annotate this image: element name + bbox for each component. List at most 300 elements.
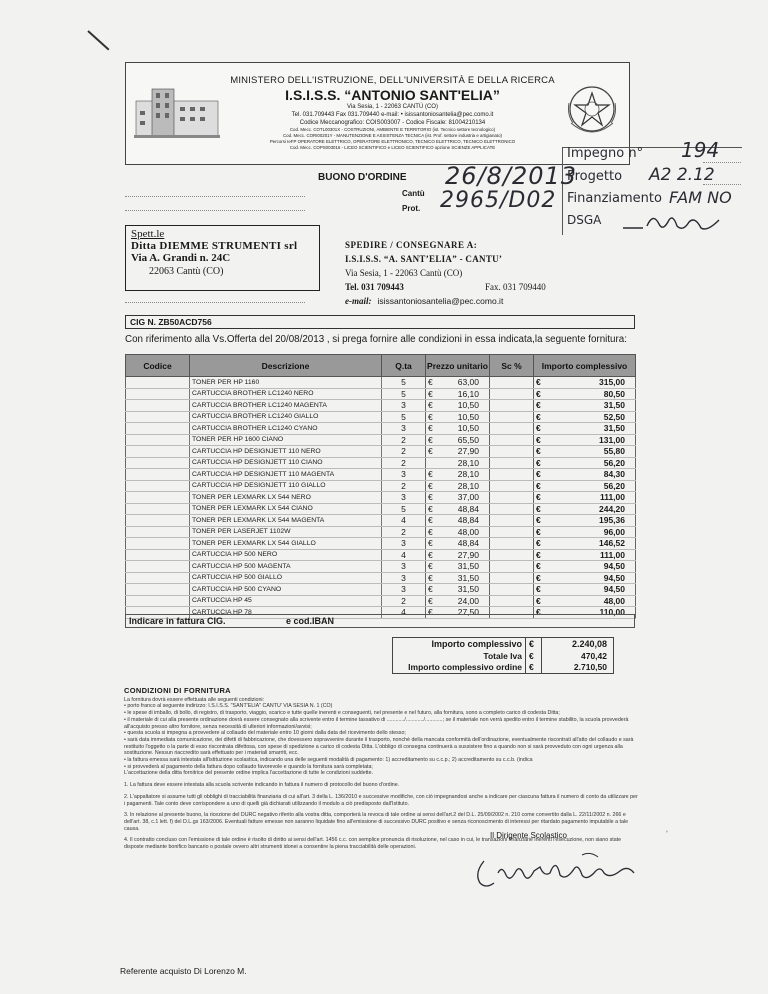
item-qty: 5 — [382, 377, 426, 389]
item-total-value: 315,00 — [599, 377, 625, 388]
total-amount: 2.240,08 — [542, 638, 614, 650]
item-code — [126, 400, 190, 412]
table-row — [126, 549, 636, 561]
item-code — [126, 526, 190, 538]
impegno-label: Impegno n° — [567, 146, 644, 161]
table-row — [126, 492, 636, 504]
item-total-value: 48,00 — [603, 595, 625, 606]
condition-line: • sarà data immediata comunicazione, dei difetti di fabbricazione, che dovessero sopravvenire durante il trasporto, nonché della mancata conformità dell'ordinazione, eventualmente riscontrati all'atto del collaudo e sarà restituito l'oggetto o la parte di esso riscontrata difettosa, con spese di spedizione a carico di codesta Ditta. L'obbligo di consegna continuerà a sussistere fino a quando non si sarà provveduto con ogni urgenza alla sostituzione. Nessun riaccredito sarà effettuato per i materiali smarriti, ecc. — [124, 736, 634, 757]
currency-symbol: € — [536, 400, 541, 411]
table-row — [126, 434, 636, 446]
item-total-value: 31,50 — [603, 423, 625, 434]
item-total-value: 110,00 — [599, 607, 625, 618]
item-total — [534, 423, 636, 435]
currency-symbol: € — [428, 434, 433, 445]
item-code — [126, 538, 190, 550]
item-description: CARTUCCIA BROTHER LC1240 MAGENTA — [190, 400, 382, 412]
item-price — [426, 480, 490, 492]
currency-symbol: € — [536, 480, 541, 491]
table-row — [126, 538, 636, 550]
item-price — [426, 584, 490, 596]
item-total — [534, 561, 636, 573]
condition-clause: 4. Il contratto concluso con l'emissione di tale ordine è risolto di diritto ai sensi dell'art. 1456 c.c. con semplice pronuncia di risoluzione, nel caso in cui, le transazioni finanziarie inerenti l'esecuzione, non siano state disposte mediante bonifico bancario o postale ovvero altri strumenti idonei a consentire la piena tracciabilità delle operazioni. — [124, 837, 622, 851]
currency-symbol: € — [428, 480, 433, 491]
item-total — [534, 538, 636, 550]
item-code — [126, 480, 190, 492]
col-discount: Sc % — [490, 355, 534, 377]
item-price — [426, 549, 490, 561]
shipping-name: I.S.I.S.S. “A. SANT’ELIA” - CANTU’ — [345, 254, 503, 264]
currency-symbol: € — [536, 515, 541, 526]
item-description: CARTUCCIA HP DESIGNJETT 110 MAGENTA — [190, 469, 382, 481]
item-qty: 3 — [382, 492, 426, 504]
item-total — [534, 457, 636, 469]
item-total — [534, 526, 636, 538]
finanziamento-value: FAM NO — [669, 188, 732, 207]
currency-symbol: € — [428, 388, 433, 399]
item-total-value: 55,80 — [603, 446, 625, 457]
item-discount — [490, 549, 534, 561]
item-price-value: 28,10 — [457, 480, 479, 491]
cig-code: CIG N. ZB50ACD756 — [125, 315, 635, 329]
item-discount — [490, 457, 534, 469]
item-price — [426, 503, 490, 515]
item-price — [426, 400, 490, 412]
table-row — [126, 446, 636, 458]
item-total-value: 111,00 — [599, 549, 625, 560]
supplier-name: Ditta DIEMME STRUMENTI srl — [131, 240, 298, 252]
item-discount — [490, 561, 534, 573]
col-price: Prezzo unitario — [426, 355, 490, 377]
currency-symbol: € — [536, 572, 541, 583]
item-total-value: 94,50 — [603, 584, 625, 595]
item-description: CARTUCCIA HP 500 CYANO — [190, 584, 382, 596]
currency-symbol: € — [536, 388, 541, 399]
shipping-street: Via Sesia, 1 - 22063 Cantù (CO) — [345, 268, 463, 278]
condition-line: La fornitura dovrà essere effettuata alle seguenti condizioni: — [124, 696, 265, 703]
item-qty: 3 — [382, 423, 426, 435]
currency-symbol: € — [526, 662, 542, 674]
order-total-label: Importo complessivo ordine — [408, 662, 522, 673]
currency-symbol: € — [536, 595, 541, 606]
table-row — [126, 423, 636, 435]
item-price-value: 27,50 — [457, 607, 479, 618]
item-qty: 2 — [382, 446, 426, 458]
item-total-value: 96,00 — [603, 526, 625, 537]
condition-line: • il materiale di cui alla presente ordinazione dovrà essere consegnato alla scrivente entro il termine tassativo di ............/............/............; se il materiale non verrà spedito entro il termine stabilito, la scuola provvederà all'acquisto presso altro fornitore, senza necessità di ulteriori informazioni/avvisi; — [124, 716, 629, 730]
item-total-value: 56,20 — [603, 480, 625, 491]
supplier-box — [125, 225, 320, 291]
item-price — [426, 377, 490, 389]
condition-clause: 2. L'appaltatore si assume tutti gli obblighi di tracciabilità finanziaria di cui all'art. 3 della L. 136/2010 e successive modifiche, con ciò impegnandosi anche a indicare per ciascuna fattura il numero di conto da utilizzare per i pagamenti. Tale conto deve corrispondere a uno di quelli già dichiarati utilizzando il modulo a ciò predisposto dall'Istituto. — [124, 793, 638, 807]
item-total-value: 94,50 — [603, 561, 625, 572]
currency-symbol: € — [428, 595, 433, 606]
invoice-note — [125, 614, 635, 628]
item-code — [126, 434, 190, 446]
col-total: Importo complessivo — [534, 355, 636, 377]
conditions-title: CONDIZIONI DI FORNITURA — [124, 686, 231, 695]
order-title: BUONO D'ORDINE — [318, 172, 407, 183]
table-row — [126, 572, 636, 584]
vat-amount: 470,42 — [542, 650, 614, 662]
item-price-value: 63,00 — [457, 377, 479, 388]
table-row — [126, 595, 636, 607]
currency-symbol: € — [536, 538, 541, 549]
dsga-signature — [623, 210, 723, 234]
item-price-value: 65,50 — [457, 434, 479, 445]
item-code — [126, 584, 190, 596]
condition-line: • le spese di imballo, di bollo, di registro, di trasporto, viaggio, scarico e tutte quelle inerenti e conseguenti, nel presente e nel futuro, alla fornitura, sono a completo carico di codesta Ditta; — [124, 710, 560, 717]
item-discount — [490, 503, 534, 515]
principal-label: Il Dirigente Scolastico — [490, 831, 567, 840]
currency-symbol: € — [526, 650, 542, 662]
supplier-street: Via A. Grandi n. 24C — [131, 252, 231, 264]
item-qty: 5 — [382, 503, 426, 515]
item-discount — [490, 492, 534, 504]
item-code — [126, 377, 190, 389]
currency-symbol: € — [428, 411, 433, 422]
item-total — [534, 503, 636, 515]
item-price — [426, 492, 490, 504]
item-total — [534, 549, 636, 561]
protocol-number: 2965/D02 — [440, 188, 557, 213]
item-price-value: 37,00 — [457, 492, 479, 503]
item-price-value: 10,50 — [457, 400, 479, 411]
condition-line: • questa scuola si impegna a provvedere al collaudo del materiale entro 10 giorni dalla data del ricevimento dello stesso; — [124, 730, 406, 737]
item-description: CARTUCCIA BROTHER LC1240 GIALLO — [190, 411, 382, 423]
item-qty: 4 — [382, 549, 426, 561]
school-address: Via Sesia, 1 - 22063 CANTÙ (CO) — [347, 104, 438, 110]
item-description: CARTUCCIA HP 45 — [190, 595, 382, 607]
item-price — [426, 595, 490, 607]
item-price-value: 31,50 — [457, 561, 479, 572]
table-row — [126, 526, 636, 538]
item-price — [426, 457, 490, 469]
supply-conditions — [124, 688, 639, 851]
currency-symbol: € — [536, 584, 541, 595]
item-price-value: 27,90 — [457, 549, 479, 560]
currency-symbol: € — [536, 377, 541, 388]
pen-mark — [87, 30, 109, 50]
item-price-value: 10,50 — [457, 411, 479, 422]
supplier-label: Spett.le — [131, 228, 165, 240]
item-price — [426, 423, 490, 435]
item-total — [534, 411, 636, 423]
item-discount — [490, 423, 534, 435]
item-qty: 4 — [382, 515, 426, 527]
item-qty: 2 — [382, 457, 426, 469]
item-total — [534, 492, 636, 504]
condition-line: • porto franco al seguente indirizzo: I.S.I.S.S. "SANT'ELIA" CANTU' VIA SESIA N. 1 (CO) — [124, 703, 333, 710]
item-qty: 3 — [382, 538, 426, 550]
item-discount — [490, 411, 534, 423]
currency-symbol: € — [428, 377, 433, 388]
item-discount — [490, 480, 534, 492]
item-total-value: 244,20 — [599, 503, 625, 514]
supplier-city: 22063 Cantù (CO) — [149, 266, 224, 277]
accounting-box — [562, 138, 742, 235]
item-description: TONER PER HP 1160 — [190, 377, 382, 389]
table-row — [126, 480, 636, 492]
item-description: TONER PER LASERJET 1102W — [190, 526, 382, 538]
order-intro: Con riferimento alla Vs.Offerta del 20/08/2013 , si prega fornire alle condizioni in essa indicata,la seguente fornitura: — [125, 334, 627, 345]
school-contacts: Tel. 031.709443 Fax 031.709440 e-mail: • isissantoniosantelia@pec.como.it — [291, 112, 494, 118]
item-price — [426, 538, 490, 550]
item-total-value: 146,52 — [599, 538, 625, 549]
invoice-note-iban: e cod.IBAN — [286, 616, 335, 626]
item-discount — [490, 434, 534, 446]
email-label: e-mail: — [345, 296, 372, 306]
item-description: CARTUCCIA BROTHER LC1240 NERO — [190, 388, 382, 400]
item-code — [126, 549, 190, 561]
item-total-value: 80,50 — [603, 388, 625, 399]
currency-symbol: € — [428, 538, 433, 549]
item-description: TONER PER HP 1600 CIANO — [190, 434, 382, 446]
item-price-value: 16,10 — [457, 388, 479, 399]
currency-symbol: € — [536, 492, 541, 503]
currency-symbol: € — [536, 503, 541, 514]
item-discount — [490, 388, 534, 400]
course-line: Cod. Mecc. CORI00201Y - MANUTENZIONE E ASSISTENZA TECNICA (ist. Prof. settore industria e artigianato) — [283, 133, 502, 138]
table-row — [126, 411, 636, 423]
item-price — [426, 561, 490, 573]
item-code — [126, 572, 190, 584]
table-row — [126, 469, 636, 481]
item-code — [126, 446, 190, 458]
item-total-value: 52,50 — [603, 411, 625, 422]
table-row — [126, 503, 636, 515]
school-name: I.S.I.S.S. “ANTONIO SANT'ELIA” — [285, 87, 500, 103]
item-price-value: 31,50 — [457, 572, 479, 583]
item-price-value: 48,84 — [457, 515, 479, 526]
item-qty: 2 — [382, 526, 426, 538]
item-qty: 2 — [382, 595, 426, 607]
school-codes: Codice Meccanografico: COIS003007 - Codice Fiscale: 81004210134 — [299, 120, 486, 126]
item-price-value: 27,90 — [457, 446, 479, 457]
purchase-referent: Referente acquisto Di Lorenzo M. — [120, 966, 247, 976]
currency-symbol: € — [428, 492, 433, 503]
principal-signature — [470, 843, 640, 895]
condition-line: • si provvederà al pagamento della fattura dopo collaudo favorevole e quando la fornitura sarà completata; — [124, 763, 373, 770]
item-total-value: 111,00 — [599, 492, 625, 503]
item-discount — [490, 515, 534, 527]
item-description: CARTUCCIA BROTHER LC1240 CYANO — [190, 423, 382, 435]
item-total — [534, 446, 636, 458]
shipping-fax: Fax. 031 709440 — [485, 282, 546, 292]
item-code — [126, 595, 190, 607]
item-total — [534, 515, 636, 527]
col-code: Codice — [126, 355, 190, 377]
ministry-name: MINISTERO DELL'ISTRUZIONE, DELL'UNIVERSITÀ E DELLA RICERCA — [230, 75, 555, 86]
table-row — [126, 561, 636, 573]
condition-line: L'accettazione della ditta fornitrice del presente ordine implica l'accettazione di tutte le condizioni suddette. — [124, 770, 374, 777]
item-discount — [490, 572, 534, 584]
vat-label: Totale Iva — [483, 650, 522, 661]
item-qty: 3 — [382, 584, 426, 596]
currency-symbol: € — [526, 638, 542, 650]
item-total — [534, 595, 636, 607]
item-qty: 5 — [382, 411, 426, 423]
item-total-value: 84,30 — [603, 469, 625, 480]
item-total — [534, 377, 636, 389]
item-code — [126, 515, 190, 527]
item-description: CARTUCCIA HP DESIGNJETT 110 GIALLO — [190, 480, 382, 492]
school-header — [125, 62, 630, 165]
tick-mark: ʼ — [666, 830, 668, 839]
currency-symbol: € — [536, 469, 541, 480]
item-description: TONER PER LEXMARK LX 544 MAGENTA — [190, 515, 382, 527]
item-discount — [490, 584, 534, 596]
item-code — [126, 561, 190, 573]
item-price — [426, 411, 490, 423]
republic-emblem-icon — [563, 79, 621, 141]
item-total — [534, 434, 636, 446]
impegno-value: 194 — [681, 138, 720, 162]
table-row — [126, 457, 636, 469]
item-price-value: 31,50 — [457, 584, 479, 595]
item-description: CARTUCCIA HP DESIGNJETT 110 CIANO — [190, 457, 382, 469]
col-description: Descrizione — [190, 355, 382, 377]
condition-clause: 1. La fattura deve essere intestata alla scuola scrivente indicando in fattura il numero di protocollo del buono d'ordine. — [124, 782, 400, 789]
item-description: CARTUCCIA HP 500 NERO — [190, 549, 382, 561]
item-price — [426, 526, 490, 538]
item-description: TONER PER LEXMARK LX 544 NERO — [190, 492, 382, 504]
item-total-value: 56,20 — [603, 457, 625, 468]
currency-symbol: € — [428, 423, 433, 434]
table-row — [126, 515, 636, 527]
dsga-label: DSGA — [567, 213, 602, 227]
item-code — [126, 492, 190, 504]
item-price-value: 10,50 — [457, 423, 479, 434]
items-table — [125, 354, 636, 619]
invoice-note-cig: Indicare in fattura CIG. — [129, 616, 226, 626]
item-description: CARTUCCIA HP DESIGNJETT 110 NERO — [190, 446, 382, 458]
item-description: TONER PER LEXMARK LX 544 CIANO — [190, 503, 382, 515]
item-price-value: 48,00 — [457, 526, 479, 537]
item-code — [126, 469, 190, 481]
item-qty: 3 — [382, 400, 426, 412]
item-qty: 3 — [382, 469, 426, 481]
condition-line: • la fattura emessa sarà intestata all'istituzione scolastica, indicando una delle seguenti modalità di pagamento: 1) accreditamento su c.c.p.; 2) accreditamento su c.c.b. (indica — [124, 757, 533, 764]
currency-symbol: € — [428, 446, 433, 457]
item-code — [126, 457, 190, 469]
progetto-label: Progetto — [567, 169, 623, 184]
item-discount — [490, 377, 534, 389]
item-total — [534, 572, 636, 584]
finanziamento-label: Finanziamento — [567, 191, 662, 206]
item-total-value: 31,50 — [603, 400, 625, 411]
item-total — [534, 400, 636, 412]
currency-symbol: € — [428, 469, 433, 480]
item-total-value: 195,36 — [599, 515, 625, 526]
currency-symbol: € — [536, 526, 541, 537]
item-description: CARTUCCIA HP 500 MAGENTA — [190, 561, 382, 573]
item-discount — [490, 538, 534, 550]
item-description: TONER PER LEXMARK LX 544 GIALLO — [190, 538, 382, 550]
currency-symbol: € — [428, 526, 433, 537]
item-code — [126, 411, 190, 423]
item-code — [126, 503, 190, 515]
item-total — [534, 388, 636, 400]
school-building-logo — [132, 81, 222, 143]
col-qty: Q.ta — [382, 355, 426, 377]
currency-symbol: € — [428, 503, 433, 514]
item-qty: 2 — [382, 480, 426, 492]
progetto-value: A2 2.12 — [649, 165, 715, 185]
item-price-value: 48,84 — [457, 503, 479, 514]
item-discount — [490, 526, 534, 538]
item-description: CARTUCCIA HP 500 GIALLO — [190, 572, 382, 584]
item-qty: 3 — [382, 572, 426, 584]
item-price — [426, 515, 490, 527]
currency-symbol: € — [536, 411, 541, 422]
item-qty: 4 — [382, 607, 426, 619]
item-price-value: 28,10 — [457, 469, 479, 480]
item-total — [534, 469, 636, 481]
city-label: Cantù — [402, 189, 425, 198]
item-discount — [490, 446, 534, 458]
currency-symbol: € — [536, 561, 541, 572]
course-line: Cod. Mecc. COTL00301X - COSTRUZIONI, AMBIENTE E TERRITORIO (ist. Tecnico settore tecnologico) — [289, 127, 496, 132]
item-total — [534, 480, 636, 492]
item-discount — [490, 595, 534, 607]
item-discount — [490, 469, 534, 481]
item-total-value: 131,00 — [599, 434, 625, 445]
shipping-tel: Tel. 031 709443 — [345, 282, 404, 292]
item-price-value: 24,00 — [457, 595, 479, 606]
item-price — [426, 572, 490, 584]
currency-symbol: € — [428, 584, 433, 595]
totals-table — [392, 637, 614, 674]
currency-symbol: € — [536, 457, 541, 468]
course-line: Cod. Mecc. COPS003016 - LICEO SCIENTIFICO e LICEO SCIENTIFICO opzione SCIENZE APPLICATE — [289, 145, 496, 150]
currency-symbol: € — [536, 423, 541, 434]
item-total — [534, 584, 636, 596]
table-row — [126, 400, 636, 412]
currency-symbol: € — [428, 515, 433, 526]
currency-symbol: € — [428, 400, 433, 411]
item-price — [426, 446, 490, 458]
currency-symbol: € — [536, 607, 541, 618]
item-discount — [490, 400, 534, 412]
currency-symbol: € — [428, 572, 433, 583]
item-description: CARTUCCIA HP 78 — [190, 607, 382, 619]
table-row — [126, 584, 636, 596]
total-amount-label: Importo complessivo — [431, 638, 522, 649]
currency-symbol: € — [536, 549, 541, 560]
item-price-value: 28,10 — [457, 457, 479, 468]
items-body — [126, 377, 636, 619]
currency-symbol: € — [428, 561, 433, 572]
shipping-email: isissantoniosantelia@pec.como.it — [377, 296, 504, 306]
condition-clause: 3. In relazione al presente buono, la ricezione del DURC negativo riferito alla vostra ditta, comporterà la revoca di tale ordine ai sensi dell'art.2 del D.L. 25/09/2002 n. 210 come convertito dalla L. 22/11/2002 n. 266 e dell'art. 38, c.1 lett. f) del D.L.gs 163/2006. Eventuali fatture emesse non saranno liquidate fino all'emissione di successivo DURC positivo e senza riconoscimento di interessi per ritardato pagamento imputabile a tale causa. — [124, 812, 629, 832]
order-total: 2.710,50 — [542, 662, 614, 674]
order-date: 26/8/2013 — [445, 162, 578, 190]
item-price — [426, 434, 490, 446]
item-qty: 3 — [382, 561, 426, 573]
course-line: Percorsi IeFP OPERATORE ELETTRICO, OPERATORE ELETTRONICO, TECNICO ELETTRICO, TECNICO ELETTRONICO — [269, 139, 516, 144]
item-qty: 5 — [382, 388, 426, 400]
currency-symbol: € — [536, 446, 541, 457]
table-row — [126, 388, 636, 400]
item-price-value: 48,84 — [457, 538, 479, 549]
currency-symbol: € — [428, 607, 433, 618]
item-code — [126, 388, 190, 400]
currency-symbol: € — [536, 434, 541, 445]
table-row — [126, 377, 636, 389]
currency-symbol: € — [428, 549, 433, 560]
shipping-block — [345, 240, 605, 306]
